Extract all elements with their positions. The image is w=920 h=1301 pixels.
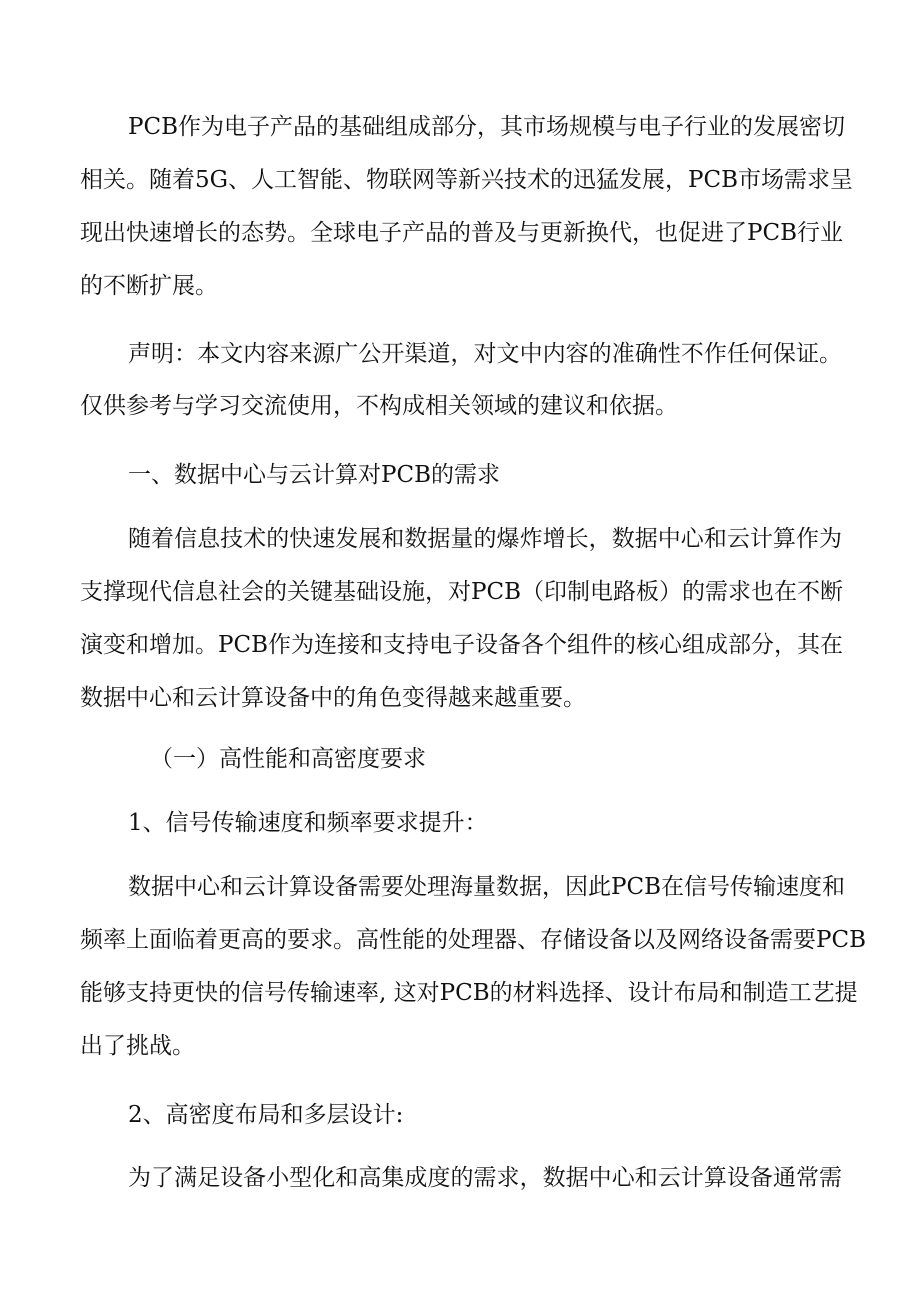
subsection-heading-1: （一）高性能和高密度要求 — [150, 746, 426, 772]
disclaimer-line-1: 声明：本文内容来源广公开渠道，对文中内容的准确性不作任何保证。 — [128, 341, 842, 367]
paragraph-3-line-1: 数据中心和云计算设备需要处理海量数据，因此PCB在信号传输速度和 — [128, 874, 845, 900]
item-heading-1: 1、信号传输速度和频率要求提升： — [128, 810, 488, 836]
paragraph-3-line-4: 出了挑战。 — [80, 1033, 195, 1059]
paragraph-2-line-4: 数据中心和云计算设备中的角色变得越来越重要。 — [80, 685, 586, 711]
paragraph-2-line-2: 支撑现代信息社会的关键基础设施，对PCB（印制电路板）的需求也在不断 — [80, 579, 843, 605]
paragraph-1-line-3: 现出快速增长的态势。全球电子产品的普及与更新换代，也促进了PCB行业 — [80, 220, 843, 246]
item-heading-2: 2、高密度布局和多层设计: — [128, 1102, 404, 1128]
paragraph-2-line-1: 随着信息技术的快速发展和数据量的爆炸增长，数据中心和云计算作为 — [128, 526, 842, 552]
paragraph-2-line-3: 演变和增加。PCB作为连接和支持电子设备各个组件的核心组成部分，其在 — [80, 632, 843, 658]
disclaimer-line-2: 仅供参考与学习交流使用，不构成相关领域的建议和依据。 — [80, 393, 678, 419]
paragraph-4-line-1: 为了满足设备小型化和高集成度的需求，数据中心和云计算设备通常需 — [128, 1165, 842, 1191]
paragraph-1-line-2: 相关。随着5G、人工智能、物联网等新兴技术的迅猛发展，PCB市场需求呈 — [80, 167, 853, 193]
paragraph-3-line-3: 能够支持更快的信号传输速率, 这对PCB的材料选择、设计布局和制造工艺提 — [80, 980, 858, 1006]
paragraph-3-line-2: 频率上面临着更高的要求。高性能的处理器、存储设备以及网络设备需要PCB — [80, 927, 866, 953]
section-heading-1: 一、数据中心与云计算对PCB的需求 — [128, 462, 500, 488]
paragraph-1-line-4: 的不断扩展。 — [80, 273, 218, 299]
paragraph-1-line-1: PCB作为电子产品的基础组成部分，其市场规模与电子行业的发展密切 — [128, 114, 845, 140]
